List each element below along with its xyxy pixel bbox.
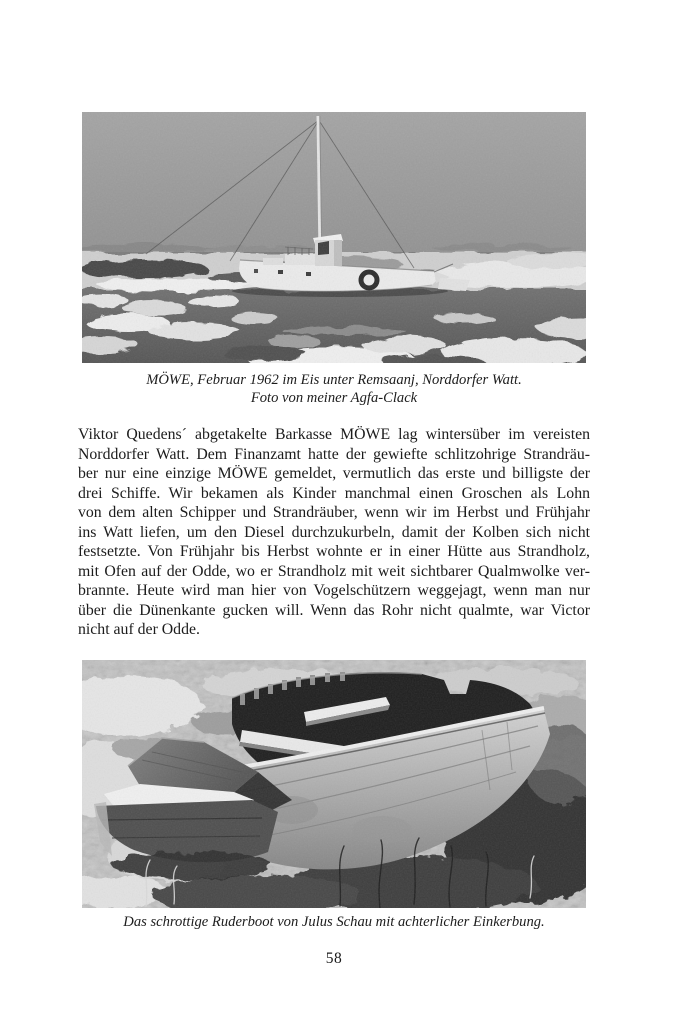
- body-paragraph: [78, 425, 590, 640]
- caption-bottom-line: Das schrottige Ruderboot von Julus Schau mit achterlicher Einkerbung.: [123, 914, 545, 930]
- body-line: drei Schiffe. Wir bekamen als Kinder manchmal einen Groschen als Lohn: [78, 484, 590, 502]
- body-line: nicht auf der Odde.: [78, 621, 200, 639]
- body-line: Norddorfer Watt. Dem Finanzamt hatte der gewiefte schlitzohrige Strandräu-: [78, 445, 590, 463]
- caption-photo-top: [78, 371, 590, 408]
- photo-moewe-in-ice: [82, 112, 586, 363]
- body-line: von dem alten Schipper und Strandräuber, wenn wir im Herbst und Frühjahr: [78, 504, 590, 522]
- body-line: festsetzte. Von Frühjahr bis Herbst wohnte er in einer Hütte aus Strandholz,: [78, 543, 590, 561]
- body-line: brannte. Heute wird man hier von Vogelschützern weggejagt, wenn man nur: [78, 582, 590, 600]
- rowboat-photo-illustration: [82, 660, 586, 908]
- body-line: Viktor Quedens´ abgetakelte Barkasse MÖWE lag wintersüber im vereisten: [78, 426, 590, 443]
- body-line: über die Dünenkante gucken will. Wenn das Rohr nicht qualmte, war Victor: [78, 601, 590, 619]
- page-number: 58: [325, 950, 343, 967]
- body-line: ins Watt liefen, um den Diesel durchzukurbeln, damit der Kolben sich nicht: [78, 523, 590, 541]
- photo-rowboat-in-grass: [82, 660, 586, 908]
- moewe-photo-illustration: [82, 112, 586, 363]
- caption-top-line1: MÖWE, Februar 1962 im Eis unter Remsaanj, Norddorfer Watt.: [146, 372, 522, 388]
- caption-photo-bottom: [78, 913, 590, 931]
- caption-top-line2: Foto von meiner Agfa-Clack: [250, 390, 418, 407]
- body-line: ber nur eine einzige MÖWE gemeldet, vermutlich das erste und billigste der: [78, 465, 590, 483]
- body-line: mit Ofen auf der Odde, wo er Strandholz mit weit sichtbarer Qualmwolke ver-: [78, 562, 590, 580]
